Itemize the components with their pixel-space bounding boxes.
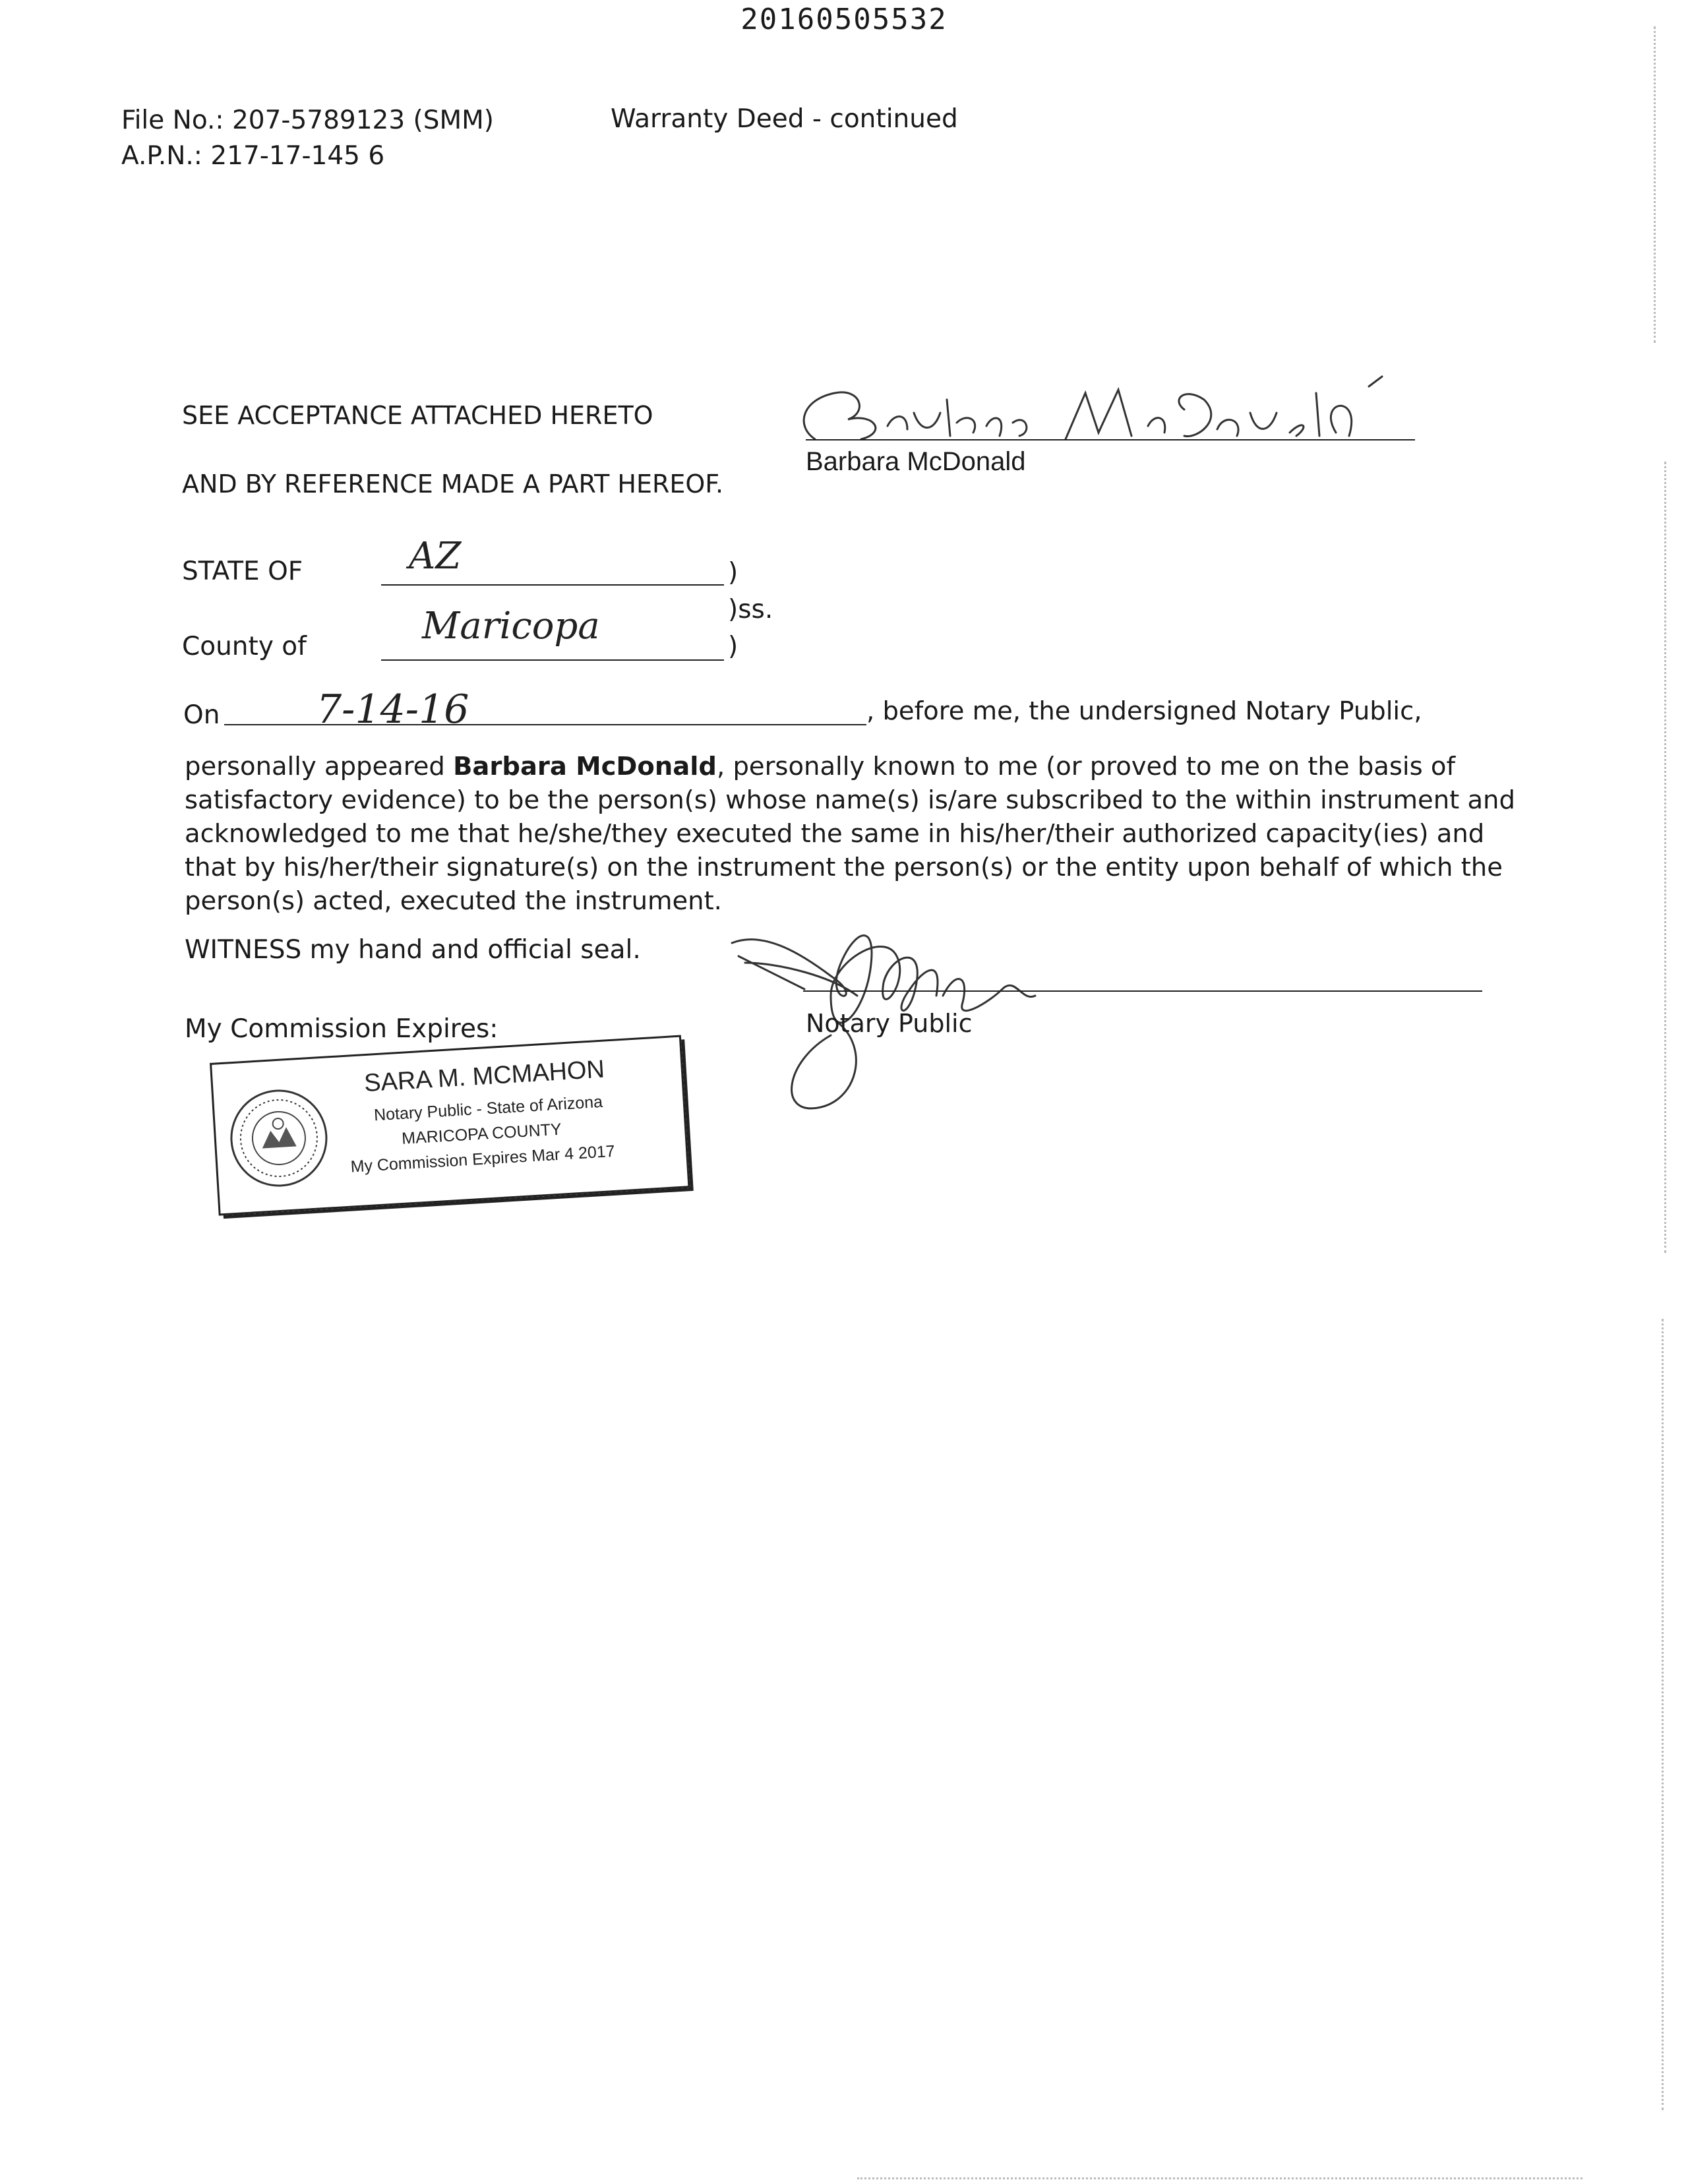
ack-line-2-post: , personally known to me (or proved to me on the basis of bbox=[717, 752, 1456, 781]
notary-stamp bbox=[210, 1035, 690, 1216]
ack-line-4: acknowledged to me that he/she/they executed the same in his/her/their authorized capacity(ies) and bbox=[185, 819, 1485, 849]
ss-mark: )ss. bbox=[728, 595, 773, 624]
ack-line-6: person(s) acted, executed the instrument. bbox=[185, 886, 722, 916]
state-line bbox=[381, 584, 724, 586]
notary-public-label: Notary Public bbox=[806, 1009, 973, 1038]
scan-edge-artifact bbox=[1654, 26, 1661, 343]
notary-signature-line bbox=[803, 990, 1482, 992]
acceptance-line-2: AND BY REFERENCE MADE A PART HEREOF. bbox=[182, 470, 724, 499]
state-seal-icon bbox=[224, 1083, 333, 1192]
ack-after-date: , before me, the undersigned Notary Public, bbox=[866, 696, 1422, 726]
on-label: On bbox=[183, 700, 220, 730]
stamp-county: MARICOPA COUNTY bbox=[401, 1120, 562, 1148]
county-label: County of bbox=[182, 632, 307, 661]
stamp-title: Notary Public - State of Arizona bbox=[373, 1092, 603, 1125]
grantor-signature-line bbox=[806, 439, 1415, 440]
scan-edge-artifact bbox=[1662, 1319, 1669, 2110]
recording-number: 20160505532 bbox=[740, 3, 948, 36]
ack-party-name: Barbara McDonald bbox=[453, 752, 717, 781]
acknowledgment-body bbox=[185, 716, 1515, 918]
ack-line-3: satisfactory evidence) to be the person(s) whose name(s) is/are subscribed to the within instrument and bbox=[185, 785, 1515, 815]
state-paren: ) bbox=[728, 558, 738, 588]
ack-line-5: that by his/her/their signature(s) on the instrument the person(s) or the entity upon behalf of which the bbox=[185, 853, 1503, 882]
apn-number: A.P.N.: 217-17-145 6 bbox=[121, 141, 385, 171]
stamp-expiration: My Commission Expires Mar 4 2017 bbox=[349, 1141, 616, 1176]
county-value-handwritten: Maricopa bbox=[422, 605, 600, 648]
grantor-printed-name: Barbara McDonald bbox=[806, 447, 1026, 476]
county-paren: ) bbox=[728, 632, 738, 661]
scan-edge-artifact bbox=[857, 2177, 1582, 2179]
stamp-name: SARA M. MCMAHON bbox=[363, 1055, 606, 1098]
date-handwritten: 7-14-16 bbox=[316, 686, 469, 733]
file-number: File No.: 207-5789123 (SMM) bbox=[121, 106, 495, 135]
state-value-handwritten: AZ bbox=[409, 535, 462, 578]
ack-line-2-pre: personally appeared bbox=[185, 752, 454, 781]
witness-text: WITNESS my hand and official seal. bbox=[185, 935, 641, 965]
scan-edge-artifact bbox=[1664, 462, 1672, 1253]
document-title: Warranty Deed - continued bbox=[611, 104, 958, 134]
county-line bbox=[381, 659, 724, 661]
commission-label: My Commission Expires: bbox=[185, 1014, 498, 1044]
grantor-signature bbox=[789, 373, 1408, 452]
acceptance-line-1: SEE ACCEPTANCE ATTACHED HERETO bbox=[182, 401, 653, 430]
state-label: STATE OF bbox=[182, 557, 303, 586]
ack-line-2 bbox=[185, 750, 1490, 783]
